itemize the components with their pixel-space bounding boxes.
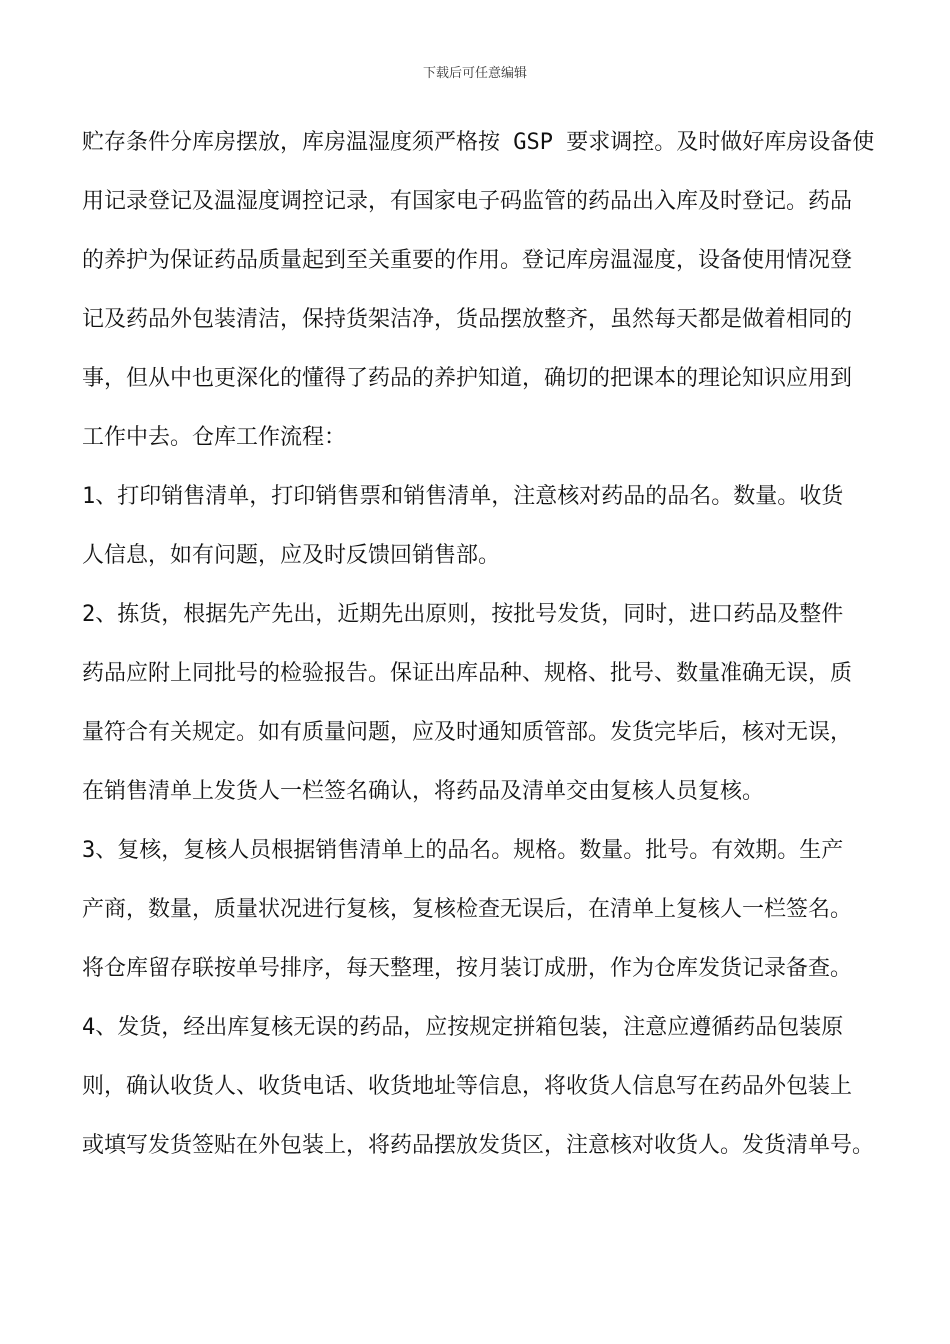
text-line: 药品应附上同批号的检验报告。保证出库品种、规格、批号、数量准确无误，质: [82, 661, 853, 686]
text-line: 或填写发货签贴在外包装上，将药品摆放发货区，注意核对收货人。发货清单号。: [82, 1133, 875, 1158]
text-line: 产商，数量，质量状况进行复核，复核检查无误后，在清单上复核人一栏签名。: [82, 897, 853, 922]
text-line: 则，确认收货人、收货电话、收货地址等信息，将收货人信息写在药品外包装上: [82, 1074, 853, 1099]
text-line: 1、打印销售清单，打印销售票和销售清单，注意核对药品的品名。数量。收货: [82, 484, 844, 509]
text-line: 2、拣货，根据先产先出，近期先出原则，按批号发货，同时，进口药品及整件: [82, 602, 844, 627]
page-header: 下载后可任意编辑: [422, 66, 527, 81]
text-line: 工作中去。仓库工作流程：: [82, 425, 347, 450]
text-line: 4、发货，经出库复核无误的药品，应按规定拼箱包装，注意应遵循药品包装原: [82, 1015, 844, 1040]
text-line: 贮存条件分库房摆放，库房温湿度须严格按 GSP 要求调控。及时做好库房设备使: [82, 130, 875, 155]
document-body: [82, 113, 882, 1175]
text-line: 人信息，如有问题，应及时反馈回销售部。: [82, 543, 501, 568]
text-line: 将仓库留存联按单号排序，每天整理，按月装订成册，作为仓库发货记录备查。: [82, 956, 853, 981]
text-line: 量符合有关规定。如有质量问题，应及时通知质管部。发货完毕后，核对无误，: [82, 720, 853, 745]
text-line: 事，但从中也更深化的懂得了药品的养护知道，确切的把课本的理论知识应用到: [82, 366, 853, 391]
text-line: 在销售清单上发货人一栏签名确认，将药品及清单交由复核人员复核。: [82, 779, 765, 804]
text-line: 记及药品外包装清洁，保持货架洁净，货品摆放整齐，虽然每天都是做着相同的: [82, 307, 853, 332]
text-line: 3、复核，复核人员根据销售清单上的品名。规格。数量。批号。有效期。生产: [82, 838, 844, 863]
text-line: 用记录登记及温湿度调控记录，有国家电子码监管的药品出入库及时登记。药品: [82, 189, 853, 214]
text-line: 的养护为保证药品质量起到至关重要的作用。登记库房温湿度，设备使用情况登: [82, 248, 853, 273]
